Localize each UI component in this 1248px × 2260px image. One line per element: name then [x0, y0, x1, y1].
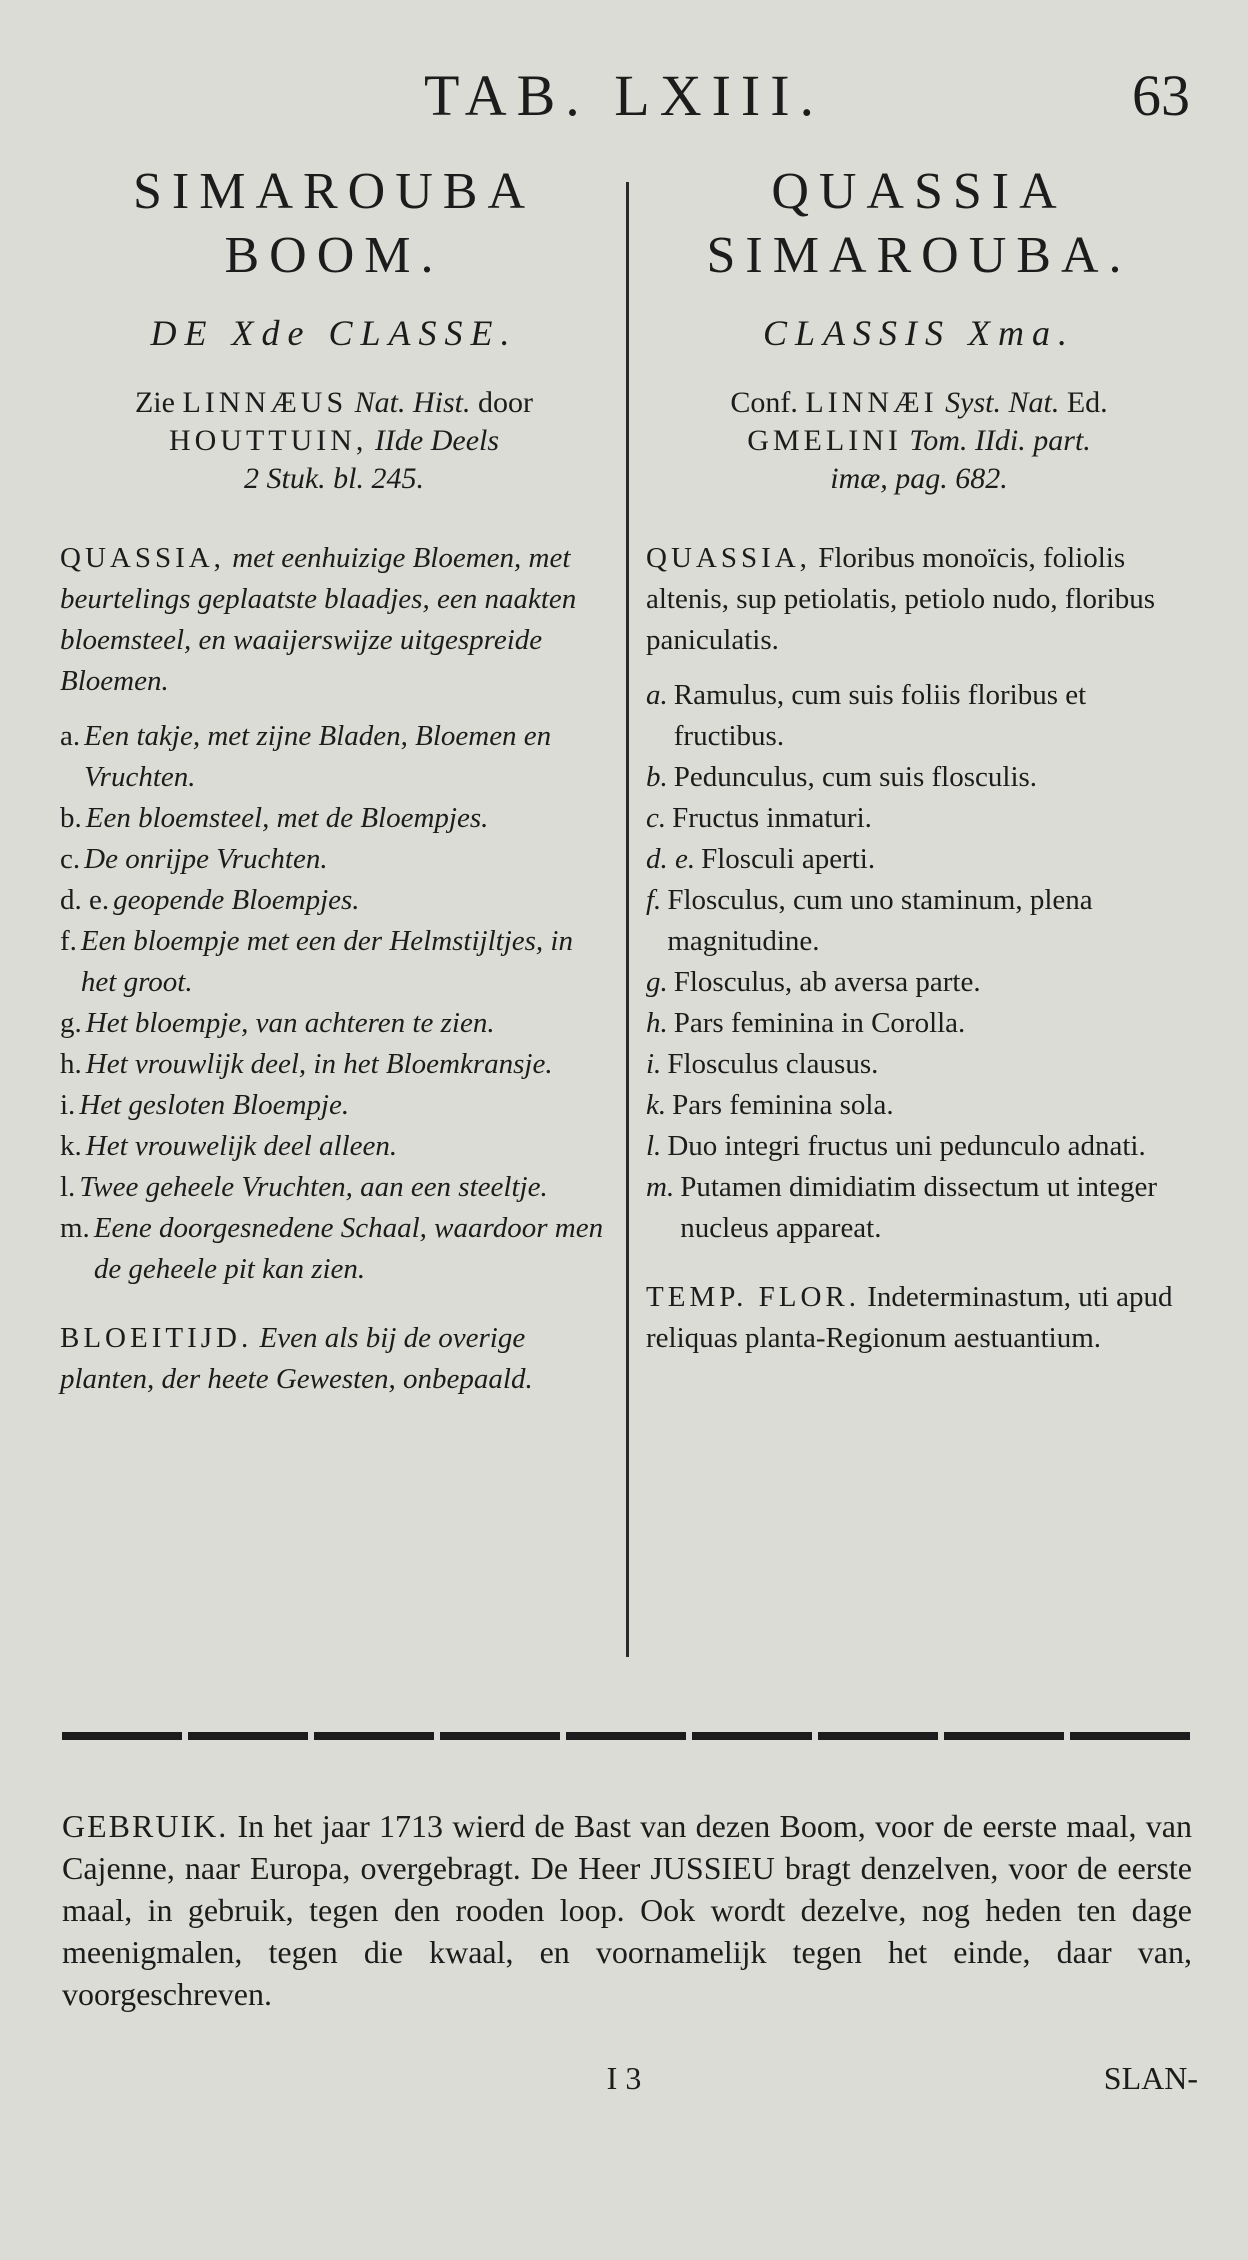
figure-caption: Flosculus, cum uno staminum, plena magnitudine. [667, 884, 1093, 957]
figure-caption: Fructus inmaturi. [672, 802, 872, 834]
figure-key: b. [60, 802, 82, 834]
ref-page: imæ, pag. 682. [830, 462, 1008, 495]
figure-list-item [60, 880, 608, 921]
figure-caption: Flosculi aperti. [701, 843, 876, 875]
ref-volume: Tom. IIdi. part. [909, 424, 1091, 457]
figure-key: g. [60, 1007, 82, 1039]
page-number: 63 [1132, 63, 1190, 128]
figure-key: c. [646, 802, 667, 834]
figure-caption: Pars feminina sola. [672, 1089, 894, 1121]
dutch-class: DE Xde CLASSE. [150, 313, 518, 353]
figure-caption: Het gesloten Bloempje. [79, 1089, 350, 1121]
figure-key: l. [60, 1171, 76, 1203]
figure-key: i. [646, 1048, 662, 1080]
figure-key: d. e. [646, 843, 696, 875]
figure-caption: Een takje, met zijne Bladen, Bloemen en Vruchten. [84, 720, 552, 793]
figure-caption: Flosculus clausus. [667, 1048, 879, 1080]
desc-genus: QUASSIA, [60, 542, 225, 574]
figure-list-item [60, 1208, 608, 1290]
figure-caption: De onrijpe Vruchten. [84, 843, 328, 875]
figure-list-item [646, 1085, 1192, 1126]
figure-list-item [60, 1167, 608, 1208]
figure-list-item [60, 1044, 608, 1085]
latin-figure-list [646, 675, 1192, 1249]
figure-list-item [60, 1003, 608, 1044]
figure-key: g. [646, 966, 668, 998]
figure-caption: Pedunculus, cum suis flosculis. [673, 761, 1038, 793]
catchword: SLAN- [1103, 2060, 1198, 2096]
plate-heading: TAB. LXIII. [423, 63, 825, 128]
figure-list-item [646, 1167, 1192, 1249]
figure-key: k. [60, 1130, 82, 1162]
figure-list-item [646, 1003, 1192, 1044]
figure-list-item [646, 675, 1192, 757]
ref-author: LINNÆI [805, 386, 938, 419]
figure-key: h. [60, 1048, 82, 1080]
signature-mark: I 3 [606, 2060, 642, 2096]
figure-list-item [60, 921, 608, 1003]
desc-genus: QUASSIA, [646, 542, 811, 574]
latin-reference [646, 384, 1192, 498]
flowering-label: BLOEITIJD. [60, 1322, 253, 1354]
usage-paragraph [62, 1805, 1192, 2015]
figure-key: d. e. [60, 884, 110, 916]
figure-key: a. [60, 720, 81, 752]
figure-key: a. [646, 679, 668, 711]
usage-body: In het jaar 1713 wierd de Bast van dezen Boom, voor de eerste maal, van Cajenne, naar Europa, overgebragt. De Heer JUSSIEU bragt denzelven, voor de eerste maal, in gebruik, tegen den rooden loop. Ook wordt dezelve, nog heden ten dage meenigmalen, tegen die kwaal, en voornamelijk tegen het einde, daar van, voorgeschreven. [62, 1808, 1192, 2012]
figure-caption: Flosculus, ab aversa parte. [673, 966, 981, 998]
figure-key: i. [60, 1089, 76, 1121]
figure-key: f. [60, 925, 77, 957]
figure-list-item [60, 1126, 608, 1167]
latin-class: CLASSIS Xma. [763, 313, 1075, 353]
figure-caption: Het vrouwelijk deel alleen. [85, 1130, 398, 1162]
dutch-column [60, 160, 608, 1400]
latin-column [646, 160, 1192, 1359]
figure-caption: Het vrouwlijk deel, in het Bloemkransje. [85, 1048, 553, 1080]
dutch-reference [60, 384, 608, 498]
figure-caption: Het bloempje, van achteren te zien. [85, 1007, 495, 1039]
figure-list-item [646, 798, 1192, 839]
figure-key: h. [646, 1007, 668, 1039]
dutch-description [60, 538, 608, 702]
ref-author: LINNÆUS [182, 386, 348, 419]
flowering-body: Even als bij de overige planten, der heete Gewesten, onbepaald. [60, 1322, 533, 1395]
ref-page: 2 Stuk. bl. 245. [244, 462, 424, 495]
figure-key: b. [646, 761, 668, 793]
latin-title-line1: QUASSIA [771, 163, 1067, 220]
figure-caption: Pars feminina in Corolla. [673, 1007, 966, 1039]
figure-caption: geopende Bloempjes. [113, 884, 360, 916]
dutch-flowering [60, 1318, 608, 1400]
figure-list-item [646, 880, 1192, 962]
latin-description [646, 538, 1192, 661]
figure-key: k. [646, 1089, 667, 1121]
desc-body: Floribus monoïcis, foliolis altenis, sup petiolatis, petiolo nudo, floribus paniculatis. [646, 542, 1156, 656]
figure-caption: Twee geheele Vruchten, aan een steeltje. [79, 1171, 548, 1203]
usage-label: GEBRUIK. [62, 1808, 229, 1844]
ref-editor: GMELINI [747, 424, 902, 457]
figure-caption: Duo integri fructus uni pedunculo adnati. [667, 1130, 1146, 1162]
ref-work: Syst. Nat. [945, 386, 1060, 419]
ref-rest: door [478, 386, 533, 419]
figure-list-item [646, 1044, 1192, 1085]
ref-work: Nat. Hist. [354, 386, 471, 419]
flowering-body: Indeterminastum, uti apud reliquas planta-Regionum aestuantium. [646, 1281, 1173, 1354]
ref-prefix: Conf. [730, 386, 798, 419]
figure-key: c. [60, 843, 81, 875]
latin-flowering [646, 1277, 1192, 1359]
latin-title [646, 160, 1192, 288]
figure-list-item [60, 798, 608, 839]
figure-caption: Ramulus, cum suis foliis floribus et fructibus. [673, 679, 1087, 752]
figure-caption: Een bloempje met een der Helmstijltjes, in het groot. [80, 925, 573, 998]
dutch-title-line1: SIMAROUBA [132, 163, 536, 220]
figure-caption: Een bloemsteel, met de Bloempjes. [85, 802, 489, 834]
figure-caption: Putamen dimidiatim dissectum ut integer nucleus appareat. [680, 1171, 1158, 1244]
figure-list-item [60, 839, 608, 880]
ref-prefix: Zie [134, 386, 175, 419]
section-rule [62, 1732, 1190, 1740]
figure-list-item [646, 1126, 1192, 1167]
ref-translator: HOUTTUIN, [168, 424, 368, 457]
figure-list-item [60, 1085, 608, 1126]
flowering-label: TEMP. FLOR. [646, 1281, 861, 1313]
figure-list-item [646, 839, 1192, 880]
ref-rest: Ed. [1066, 386, 1108, 419]
ref-volume: IIde Deels [374, 424, 500, 457]
figure-list-item [60, 716, 608, 798]
latin-title-line2: SIMAROUBA. [706, 227, 1132, 284]
figure-list-item [646, 757, 1192, 798]
column-divider [626, 182, 629, 1657]
figure-key: m. [646, 1171, 675, 1203]
desc-body: met eenhuizige Bloemen, met beurtelings geplaatste blaadjes, een naakten bloemsteel, en waaijerswijze uitgespreide Bloemen. [60, 542, 577, 697]
figure-caption: Eene doorgesnedene Schaal, waardoor men de geheele pit kan zien. [93, 1212, 604, 1285]
figure-list-item [646, 962, 1192, 1003]
dutch-title-line2: BOOM. [224, 227, 444, 284]
dutch-figure-list [60, 716, 608, 1290]
figure-key: m. [60, 1212, 90, 1244]
figure-key: l. [646, 1130, 662, 1162]
figure-key: f. [646, 884, 662, 916]
dutch-title [60, 160, 608, 288]
